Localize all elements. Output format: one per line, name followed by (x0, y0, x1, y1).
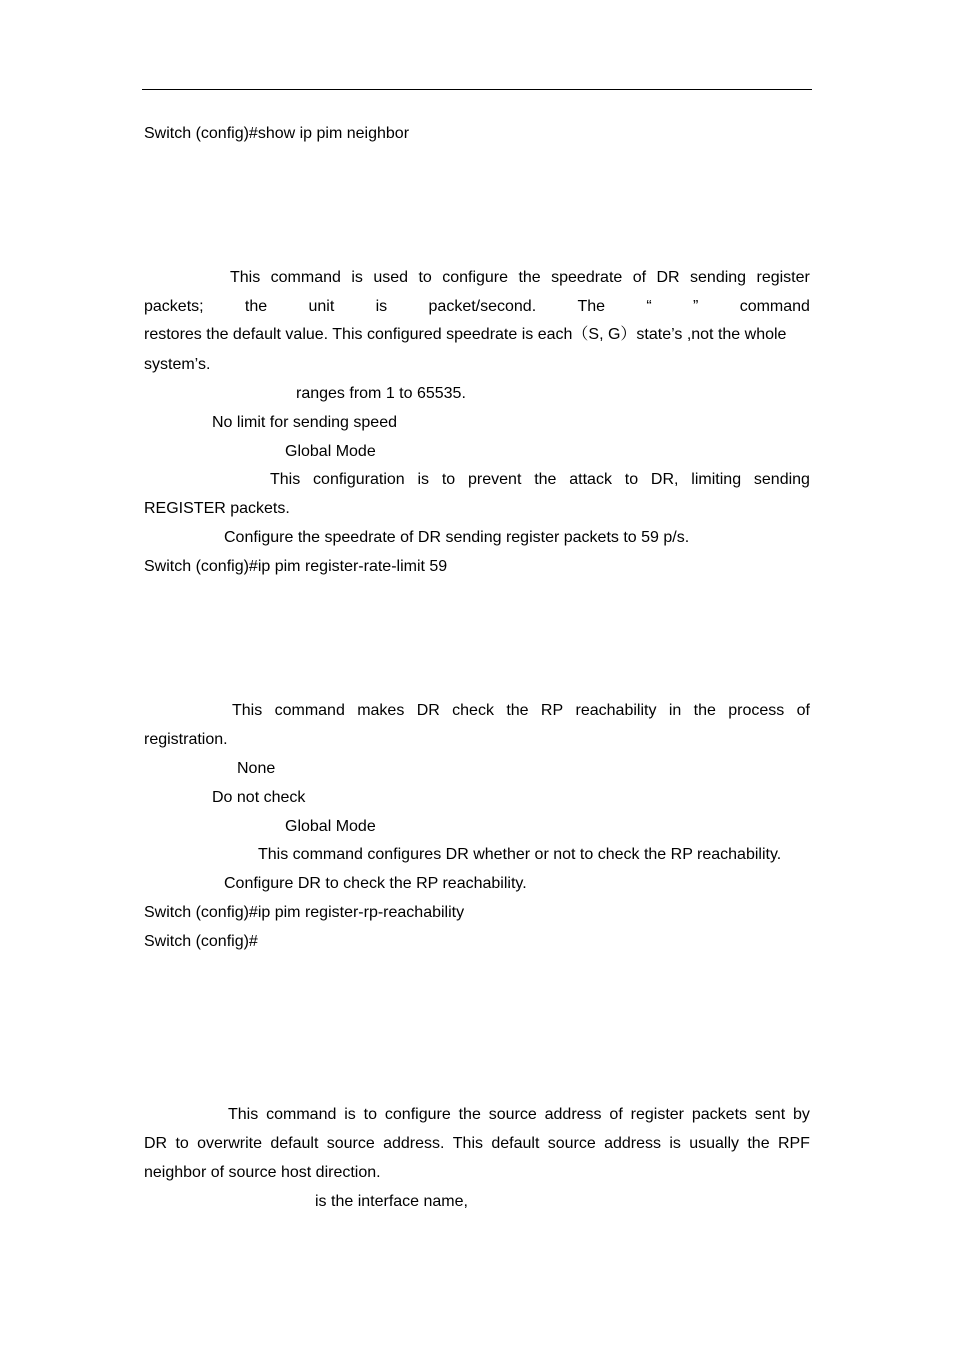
word: is (669, 1135, 681, 1152)
word: to (175, 1135, 189, 1152)
word: address. (383, 1135, 445, 1152)
word: prevent (468, 471, 522, 488)
word: register (630, 1106, 684, 1123)
word: limiting (691, 471, 742, 488)
word: sending (753, 471, 810, 488)
rp-reachability-parameter: None (237, 760, 276, 777)
word: This (452, 1135, 484, 1152)
word: is (344, 1106, 356, 1123)
word: used (373, 269, 409, 286)
word: the (458, 1106, 481, 1123)
rp-reachability-description-line-1 (232, 701, 810, 721)
word: source (488, 1106, 537, 1123)
word: DR (416, 702, 440, 719)
word: packets (691, 1106, 748, 1123)
word: address (604, 1135, 661, 1152)
rate-limit-default: No limit for sending speed (212, 414, 397, 431)
word: command (270, 269, 341, 286)
word: the (747, 1135, 770, 1152)
word: configure (442, 269, 509, 286)
word: by (793, 1106, 810, 1123)
rate-limit-usage-line-2: REGISTER packets. (144, 500, 290, 517)
header-rule (142, 89, 812, 90)
rate-limit-description-line-2 (144, 297, 810, 317)
word: of (632, 269, 647, 286)
rp-reachability-mode: Global Mode (285, 818, 376, 835)
rate-limit-description-line-4: system’s. (144, 356, 211, 373)
word: to (624, 471, 639, 488)
word: process (728, 702, 785, 719)
register-source-description-line-3: neighbor of source host direction. (144, 1164, 381, 1181)
register-source-parameter: is the interface name, (315, 1193, 468, 1210)
word: RPF (777, 1135, 810, 1152)
word: of (796, 702, 810, 719)
word: the (518, 269, 541, 286)
word: to (441, 471, 456, 488)
word: packets; (144, 298, 204, 315)
word: “ (646, 298, 652, 315)
word: check (452, 702, 494, 719)
word: RP (540, 702, 564, 719)
rp-reachability-example-command-2: Switch (config)# (144, 933, 258, 950)
word: This (228, 1106, 259, 1123)
word: attack (569, 471, 612, 488)
word: the (506, 702, 529, 719)
word: command (274, 702, 345, 719)
word: usually (689, 1135, 740, 1152)
word: in (668, 702, 682, 719)
rp-reachability-example-command-1: Switch (config)#ip pim register-rp-reachability (144, 904, 465, 921)
word: This (270, 471, 301, 488)
word: DR (144, 1135, 168, 1152)
word: is (375, 298, 388, 315)
word: The (577, 298, 606, 315)
rate-limit-example-command: Switch (config)#ip pim register-rate-limit 59 (144, 558, 448, 575)
word: sent (754, 1106, 786, 1123)
word: DR (656, 269, 680, 286)
word: is (417, 471, 430, 488)
word: default (491, 1135, 540, 1152)
word: ” (693, 298, 699, 315)
word: to (363, 1106, 378, 1123)
rate-limit-description-line-3: restores the default value. This configured speedrate is each（S, G）state’s ,not the whole (144, 326, 787, 343)
word: This (232, 702, 263, 719)
word: is (351, 269, 363, 286)
word: overwrite (197, 1135, 263, 1152)
word: unit (308, 298, 335, 315)
word: default (270, 1135, 319, 1152)
word: the (693, 702, 716, 719)
word: makes (357, 702, 405, 719)
rate-limit-parameter: ranges from 1 to 65535. (296, 385, 466, 402)
word: packet/second. (428, 298, 537, 315)
word: the (244, 298, 268, 315)
word: reachability (575, 702, 657, 719)
show-pim-neighbor-command: Switch (config)#show ip pim neighbor (144, 125, 410, 142)
word: command (739, 298, 810, 315)
word: to (418, 269, 432, 286)
word: register (756, 269, 810, 286)
rp-reachability-description-line-2: registration. (144, 731, 228, 748)
word: of (609, 1106, 623, 1123)
rate-limit-example: Configure the speedrate of DR sending register packets to 59 p/s. (224, 529, 690, 546)
word: source (326, 1135, 375, 1152)
word: address (544, 1106, 602, 1123)
rp-reachability-example: Configure DR to check the RP reachability. (224, 875, 527, 892)
word: DR, (650, 471, 679, 488)
rp-reachability-usage: This command configures DR whether or not to check the RP reachability. (258, 846, 782, 863)
word: speedrate (551, 269, 623, 286)
rp-reachability-default: Do not check (212, 789, 306, 806)
word: This (230, 269, 261, 286)
word: sending (690, 269, 747, 286)
word: source (547, 1135, 596, 1152)
word: configuration (313, 471, 405, 488)
register-source-description-line-1 (228, 1105, 810, 1125)
word: the (534, 471, 557, 488)
word: configure (384, 1106, 451, 1123)
rate-limit-usage-line-1 (270, 470, 810, 490)
rate-limit-description-line-1 (230, 268, 810, 288)
word: command (266, 1106, 337, 1123)
register-source-description-line-2 (144, 1134, 810, 1154)
rate-limit-mode: Global Mode (285, 443, 376, 460)
